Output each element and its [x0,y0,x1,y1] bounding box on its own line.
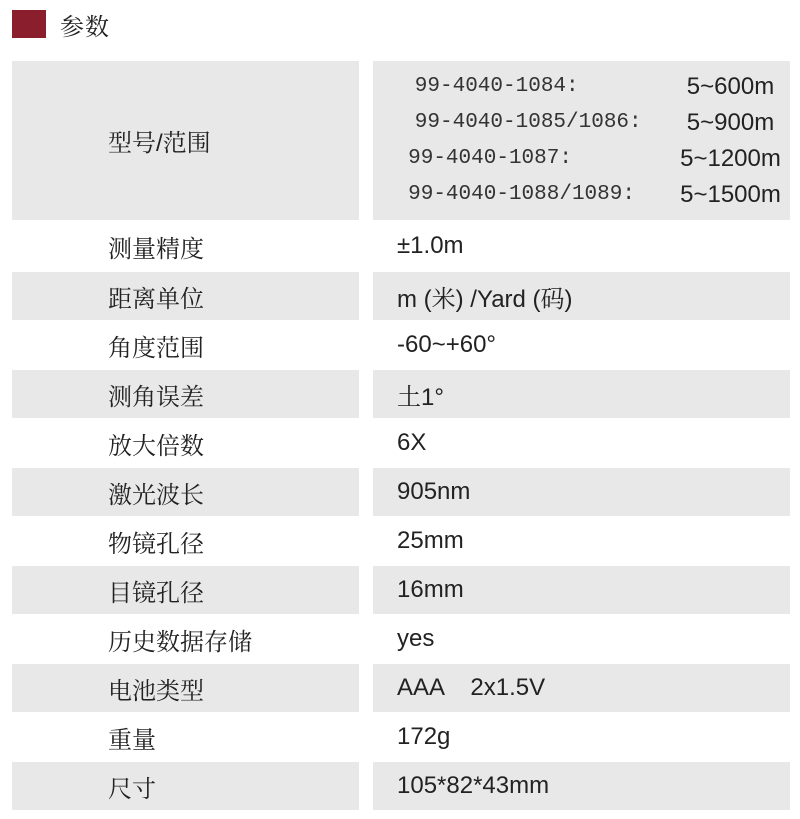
table-row [12,518,790,564]
spec-label: 测角误差 [12,370,359,418]
spec-label: 测量精度 [108,235,204,263]
spec-label: 目镜孔径 [12,566,359,614]
table-row [12,370,790,418]
table-row [12,616,790,662]
model-code: 99-4040-1085/1086: [414,111,642,134]
section-title: 参数 [60,13,110,41]
table-row [12,762,790,810]
model-code: 99-4040-1084: [414,75,579,98]
spec-value: m (米) /Yard (码) [373,272,790,320]
spec-label: 电池类型 [12,664,359,712]
spec-label: 角度范围 [108,334,204,362]
table-row [12,714,790,760]
spec-label: 放大倍数 [108,432,204,460]
spec-label: 距离单位 [12,272,359,320]
spec-value: 172g [397,723,451,750]
spec-value: 25mm [397,527,464,554]
spec-label: 尺寸 [12,762,359,810]
table-row [12,566,790,614]
spec-value: 105*82*43mm [373,762,790,810]
accent-square-icon [12,10,46,38]
model-range: 5~900m [686,108,775,136]
model-range: 5~1200m [680,144,781,172]
table-row [12,420,790,466]
model-line [408,180,781,210]
model-range: 5~600m [686,72,775,100]
table-row [12,322,790,368]
spec-value: 土1° [373,370,790,418]
spec-value: yes [397,625,435,652]
table-row [12,222,790,270]
spec-value: AAA 2x1.5V [373,664,790,712]
model-range: 5~1500m [680,180,781,208]
section-header [12,8,110,40]
spec-label: 型号/范围 [12,61,359,220]
model-line [408,144,781,174]
spec-value: -60~+60° [397,331,497,358]
table-row [12,272,790,320]
spec-value: 6X [397,429,427,456]
model-code: 99-4040-1088/1089: [408,183,635,206]
model-line [415,108,774,138]
model-line [415,72,774,102]
spec-value: ±1.0m [397,232,464,259]
model-range-list [373,61,790,220]
spec-label: 物镜孔径 [108,530,204,558]
spec-value: 16mm [373,566,790,614]
table-row [12,61,790,220]
table-row [12,664,790,712]
spec-label: 历史数据存储 [108,628,252,656]
table-row [12,468,790,516]
spec-label: 重量 [108,726,156,754]
spec-label: 激光波长 [12,468,359,516]
spec-value: 905nm [373,468,790,516]
model-code: 99-4040-1087: [408,147,572,170]
